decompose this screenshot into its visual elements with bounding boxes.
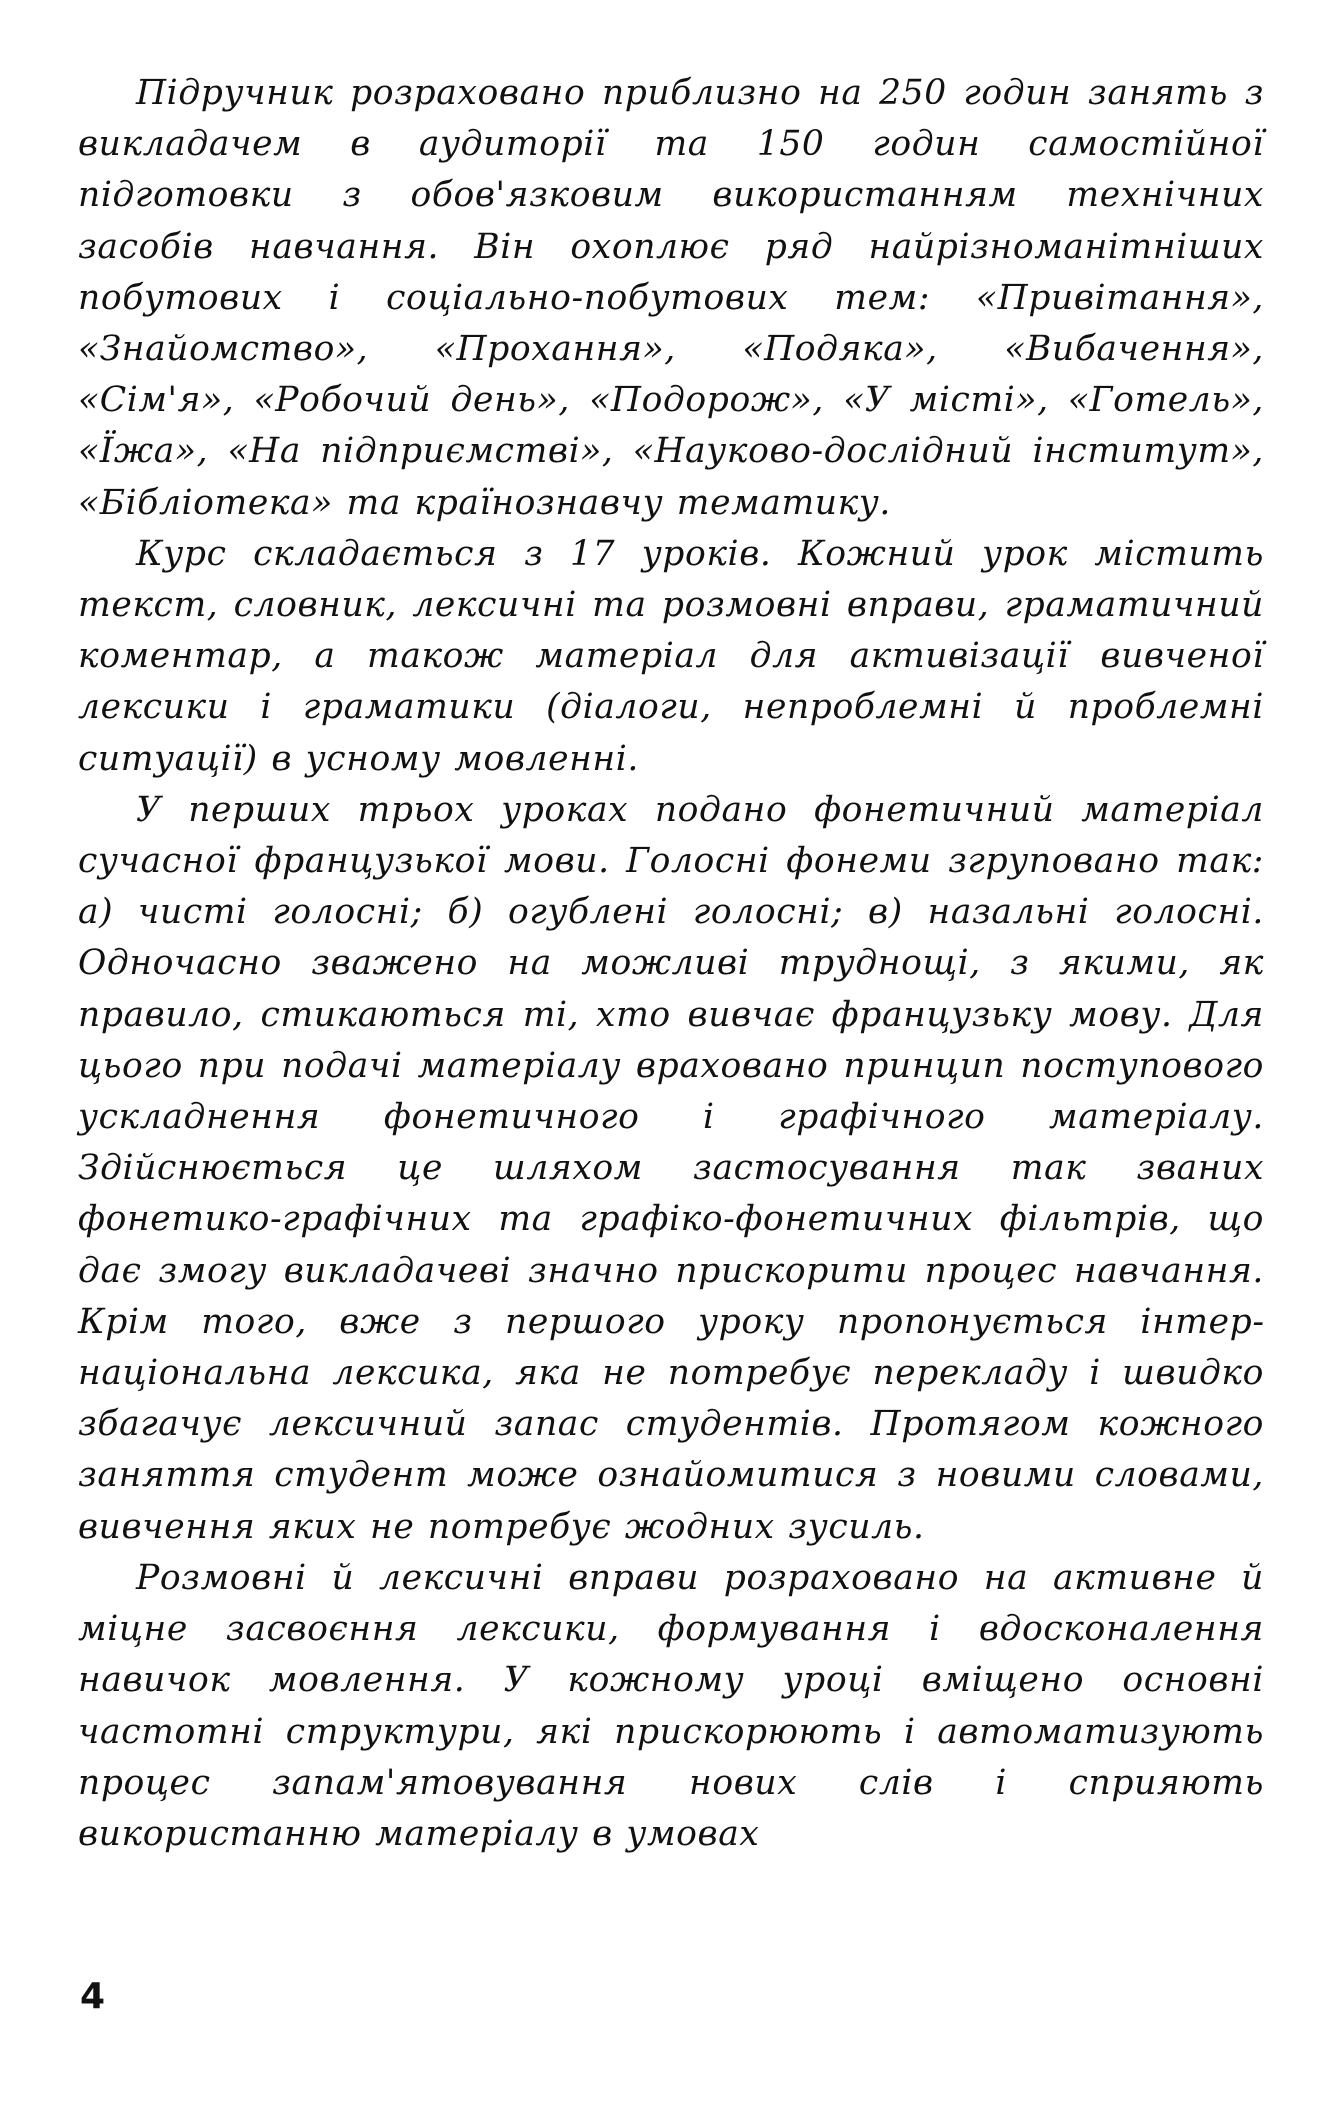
paragraph-speech-exercises: Розмовні й лексичні вправи розраховано на активне й міцне засвоєння лексики, формування і вдосконалення навичок мовлення. У кожному уроці вміщено основні частотні структури, які прискорюють і автоматизують процес запам'ятовування нових слів і сприяють використанню матеріалу в умовах [78, 1557, 1264, 1854]
paragraph-study-hours-and-topics: Підручник розраховано приблизно на 250 годин занять з викладачем в аудиторії та 150 годин самостійної підготовки з обов'язковим використанням технічних засобів навчання. Він охоплює ряд найрізноманітніших побутових і соціально-побутових тем: «Привітання», «Знайомство», «Прохання», «Подяка», «Вибачення», «Сім'я», «Робочий день», «Подорож», «У місті», «Готель», «Їжа», «На підприємстві», «Науково-дослідний інститут», «Бібліотека» та країнознавчу тематику. [78, 73, 1264, 523]
page-number: 4 [80, 1976, 106, 2017]
page-body [78, 68, 1264, 1860]
paragraph-course-structure: Курс складається з 17 уроків. Кожний урок містить текст, словник, лексичні та розмовні вправи, граматичний коментар, а також матеріал для активізації вивченої лексики і граматики (діалоги, непроблемні й проблемні ситуації) в усному мовленні. [78, 533, 1264, 779]
paragraph-phonetic-material: У перших трьох уроках подано фонетичний матеріал сучасної французької мови. Голосні фонеми згруповано так: а) чисті голосні; б) огублені голосні; в) назальні голосні. Одночасно зважено на можливі труднощі, з якими, як правило, стикаються ті, хто вивчає французьку мову. Для цього при подачі матеріалу враховано принцип поступового ускладнення фонетичного і графічного матеріалу. Здійснюється це шляхом застосування так званих фонетико-графічних та графіко-фонетичних фільтрів, що дає змогу викладачеві значно прискорити процес навчання. Крім того, вже з першого уроку пропонується інтернаціональна лексика, яка не потребує перекладу і швидко збагачує лексичний запас студентів. Протягом кожного заняття студент може ознайомитися з новими словами, вивчення яких не потребує жодних зусиль. [78, 789, 1264, 1547]
